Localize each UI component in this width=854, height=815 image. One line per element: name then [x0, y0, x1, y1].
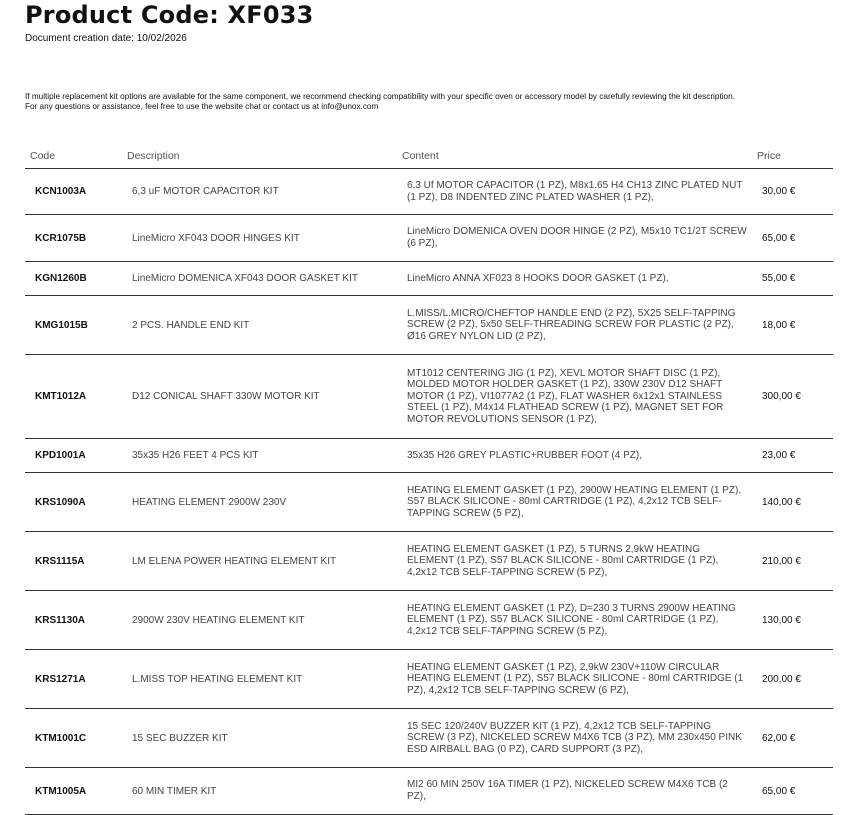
row-code: KRS1130A	[35, 614, 86, 626]
table-row	[25, 768, 833, 815]
row-code: KMT1012A	[35, 391, 87, 402]
header-content: Content	[402, 150, 439, 162]
row-price: 55,00 €	[762, 273, 796, 284]
table-row	[25, 355, 833, 439]
table-row	[25, 439, 833, 473]
row-code: KRS1115A	[35, 555, 85, 567]
row-price: 210,00 €	[762, 555, 801, 567]
table-header	[25, 144, 833, 169]
row-code: KCR1075B	[35, 232, 87, 244]
table-row	[25, 532, 833, 591]
kits-table	[25, 144, 833, 815]
row-content: 6,3 Uf MOTOR CAPACITOR (1 PZ), M8x1.65 H4 CH13 ZINC PLATED NUT (1 PZ), D8 INDENTED ZINC PLATED WASHER (1 PZ),	[407, 179, 743, 203]
row-price: 130,00 €	[762, 614, 801, 626]
table-row	[25, 591, 833, 650]
table-row	[25, 262, 833, 296]
row-code: KGN1260B	[35, 273, 87, 284]
row-price: 23,00 €	[762, 450, 796, 461]
row-content: MT1012 CENTERING JIG (1 PZ), XEVL MOTOR SHAFT DISC (1 PZ), MOLDED MOTOR HOLDER GASKET (1 PZ), 330W 230V D12 SHAFT MOTOR (1 PZ), VI1077A2 (1 PZ), FLAT WASHER 6x12x1 STAINLESS STEEL (1 PZ), M4x14 FLATHEAD SCREW (1 PZ), MAGNET SET FOR MOTOR REVOLUTIONS SENSOR (1 PZ),	[407, 367, 724, 425]
row-code: KCN1003A	[35, 186, 87, 197]
row-content: MI2 60 MIN 250V 16A TIMER (1 PZ), NICKELED SCREW M4X6 TCB (2 PZ),	[407, 779, 728, 802]
row-content: HEATING ELEMENT GASKET (1 PZ), 2,9kW 230V+110W CIRCULAR HEATING ELEMENT (1 PZ), S57 BLACK SILICONE - 80ml CARTRIDGE (1 PZ), 4,2x12 TCB SELF-TAPPING SCREW (6 PZ),	[407, 661, 744, 696]
table-row	[25, 473, 833, 532]
row-description: D12 CONICAL SHAFT 330W MOTOR KIT	[132, 391, 320, 402]
row-code: KRS1090A	[35, 496, 86, 508]
row-price: 300,00 €	[762, 391, 801, 402]
row-code: KMG1015B	[35, 319, 88, 331]
row-price: 30,00 €	[762, 186, 796, 197]
row-description: LineMicro DOMENICA XF043 DOOR GASKET KIT	[132, 273, 358, 284]
row-code: KRS1271A	[35, 673, 86, 685]
row-description: 35x35 H26 FEET 4 PCS KIT	[132, 450, 259, 461]
header-description: Description	[127, 150, 180, 162]
row-description: 15 SEC BUZZER KIT	[132, 732, 228, 744]
document-creation-date: Document creation date: 10/02/2026	[25, 33, 187, 44]
compatibility-notice	[25, 92, 845, 112]
row-price: 140,00 €	[762, 496, 801, 508]
row-description: 2900W 230V HEATING ELEMENT KIT	[132, 614, 305, 626]
header-code: Code	[30, 150, 56, 162]
row-price: 200,00 €	[762, 673, 801, 685]
row-code: KPD1001A	[35, 450, 86, 461]
table-row	[25, 215, 833, 262]
row-code: KTM1001C	[35, 732, 87, 744]
row-content: HEATING ELEMENT GASKET (1 PZ), 2900W HEATING ELEMENT (1 PZ), S57 BLACK SILICONE - 80ml CARTRIDGE (1 PZ), 4,2x12 TCB SELF-TAPPING SCREW (5 PZ),	[407, 484, 742, 519]
row-content: HEATING ELEMENT GASKET (1 PZ), 5 TURNS 2,9kW HEATING ELEMENT (1 PZ), S57 BLACK SILICONE - 80ml CARTRIDGE (1 PZ), 4,2x12 TCB SELF-TAPPING SCREW (5 PZ),	[407, 543, 719, 578]
row-description: HEATING ELEMENT 2900W 230V	[132, 496, 287, 508]
row-description: L.MISS TOP HEATING ELEMENT KIT	[132, 673, 303, 685]
row-price: 18,00 €	[762, 319, 796, 331]
header-price: Price	[757, 150, 781, 162]
row-content: 35x35 H26 GREY PLASTIC+RUBBER FOOT (4 PZ),	[407, 449, 642, 461]
row-price: 62,00 €	[762, 732, 796, 744]
page-title: Product Code: XF033	[25, 1, 314, 29]
table-row	[25, 296, 833, 355]
table-row	[25, 709, 833, 768]
row-description: 2 PCS. HANDLE END KIT	[132, 319, 250, 331]
row-content: 15 SEC 120/240V BUZZER KIT (1 PZ), 4,2x12 TCB SELF-TAPPING SCREW (3 PZ), NICKELED SCREW M4X6 TCB (3 PZ), MM 230x450 PINK ESD AIRBALL BAG (0 PZ), CARD SUPPORT (3 PZ),	[407, 720, 742, 755]
row-content: LineMicro ANNA XF023 8 HOOKS DOOR GASKET (1 PZ),	[407, 272, 669, 284]
table-row	[25, 650, 833, 709]
row-description: 60 MIN TIMER KIT	[132, 785, 217, 797]
notice-line-contact: For any questions or assistance, feel free to use the website chat or contact us at info@unox.com	[25, 102, 379, 111]
notice-line-compatibility: If multiple replacement kit options are available for the same component, we recommend checking compatibility with your specific oven or accessory model by carefully reviewing the kit description.	[25, 92, 735, 101]
row-content: L.MISS/L.MICRO/CHEFTOP HANDLE END (2 PZ), 5X25 SELF-TAPPING SCREW (2 PZ), 5x50 SELF-THREADING SCREW FOR PLASTIC (2 PZ), Ø16 GREY NYLON LID (2 PZ),	[407, 307, 736, 342]
row-price: 65,00 €	[762, 232, 796, 244]
row-code: KTM1005A	[35, 785, 87, 797]
row-content: HEATING ELEMENT GASKET (1 PZ), D=230 3 TURNS 2900W HEATING ELEMENT (1 PZ), S57 BLACK SILICONE - 80ml CARTRIDGE (1 PZ), 4,2x12 TCB SELF-TAPPING SCREW (5 PZ),	[407, 602, 736, 637]
row-price: 65,00 €	[762, 785, 796, 797]
row-description: 6,3 uF MOTOR CAPACITOR KIT	[132, 186, 279, 197]
row-description: LM ELENA POWER HEATING ELEMENT KIT	[132, 555, 337, 567]
table-row	[25, 169, 833, 215]
row-content: LineMicro DOMENICA OVEN DOOR HINGE (2 PZ), M5x10 TC1/2T SCREW (6 PZ),	[407, 226, 747, 249]
row-description: LineMicro XF043 DOOR HINGES KIT	[132, 232, 300, 244]
